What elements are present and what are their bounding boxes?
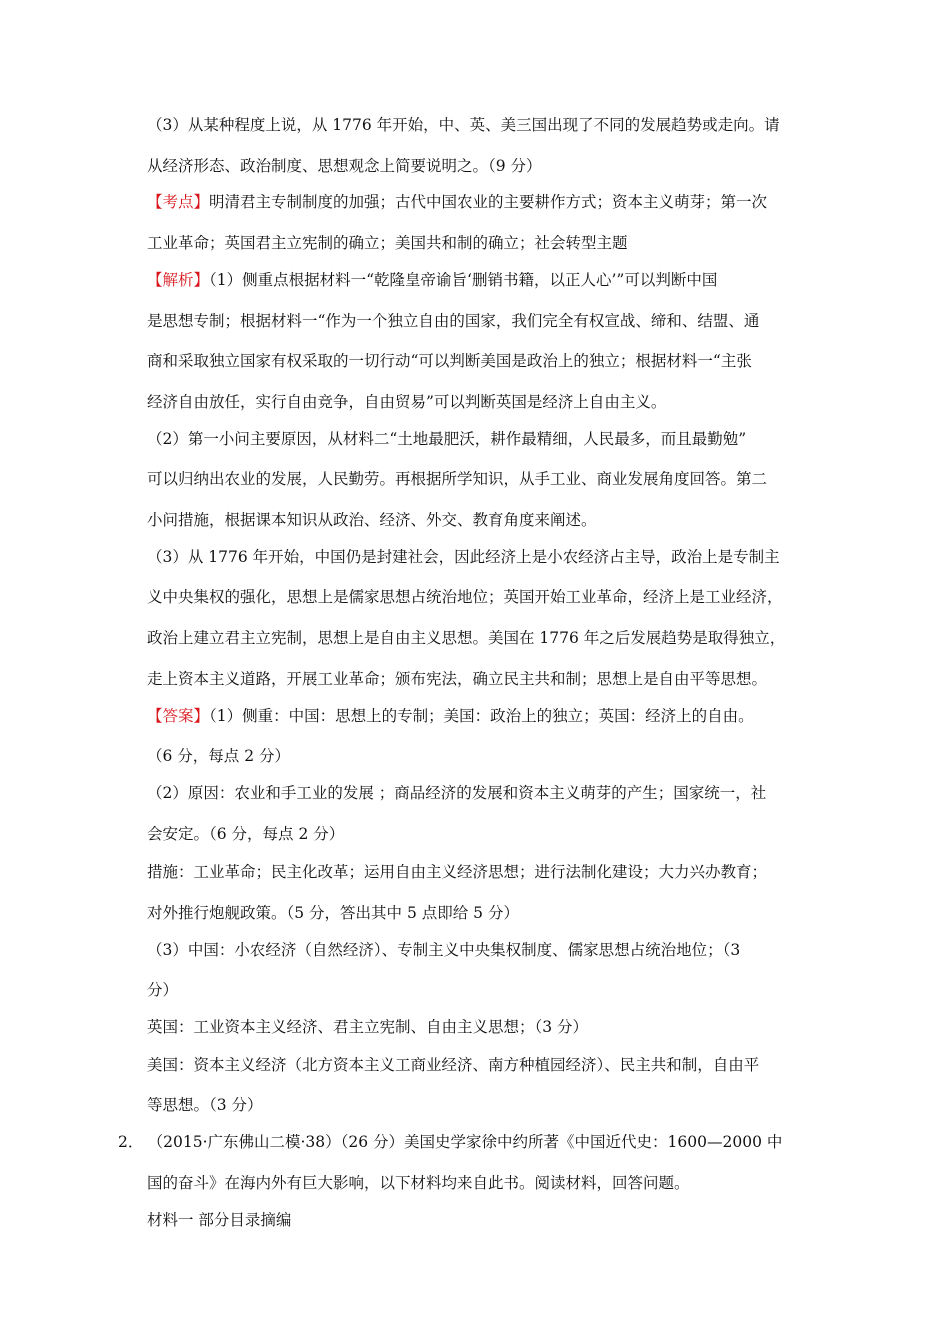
jiexi-p2-line1: （2）第一小问主要原因，从材料二“土地最肥沃，耕作最精细，人民最多，而且最勤勉” [147,430,747,448]
daan-a3-line2: 分） [147,981,179,999]
jiexi-p3-line4: 走上资本主义道路，开展工业革命；颁布宪法，确立民主共和制；思想上是自由平等思想。 [147,670,768,688]
jiexi-p1-line2: 是思想专制；根据材料一“作为一个独立自由的国家，我们完全有权宣战、缔和、结盟、通 [147,312,760,330]
jiexi-p3-line1: （3）从 1776 年开始，中国仍是封建社会，因此经济上是小农经济占主导，政治上是专制主 [147,548,780,566]
q2-material-title: 材料一 部分目录摘编 [147,1211,292,1229]
daan-a2-line1: （2）原因：农业和手工业的发展 ；商品经济的发展和资本主义萌芽的产生；国家统一，社 [147,784,767,802]
daan-a2-line4: 对外推行炮舰政策。（5 分，答出其中 5 点即给 5 分） [147,904,519,922]
jiexi-p2-line2: 可以归纳出农业的发展，人民勤劳。再根据所学知识，从手工业、商业发展角度回答。第二 [147,470,768,488]
jiexi-text: （1）侧重点根据材料一“乾隆皇帝谕旨‘删销书籍，以正人心’”可以判断中国 [209,271,718,289]
kaodian-line1 [147,191,837,213]
daan-a3-line5: 等思想。（3 分） [147,1096,263,1114]
jiexi-p1-line4: 经济自由放任，实行自由竞争，自由贸易”可以判断英国是经济上自由主义。 [147,393,667,411]
daan-tag: 【答案】 [147,707,210,725]
q2-number: 2． [118,1133,144,1151]
daan-a3-line1: （3）中国：小农经济（自然经济）、专制主义中央集权制度、儒家思想占统治地位；（3 [147,941,741,959]
kaodian-line2: 工业革命；英国君主立宪制的确立；美国共和制的确立；社会转型主题 [147,234,628,252]
jiexi-p1-line3: 商和采取独立国家有权采取的一切行动“可以判断美国是政治上的独立；根据材料一“主张 [147,352,752,370]
q2-text: （2015·广东佛山二模·38）（26 分）美国史学家徐中约所著《中国近代史：1600—2000 中 [155,1133,783,1151]
daan-line1 [147,705,837,727]
jiexi-p3-line2: 义中央集权的强化，思想上是儒家思想占统治地位；英国开始工业革命，经济上是工业经济， [147,588,783,606]
kaodian-text: 明清君主专制制度的加强；古代中国农业的主要耕作方式；资本主义萌芽；第一次 [209,193,768,211]
daan-text: （1）侧重：中国：思想上的专制；美国：政治上的独立；英国：经济上的自由。 [209,707,754,725]
q3-prompt-line2: 从经济形态、政治制度、思想观念上简要说明之。（9 分） [147,157,542,175]
q2-line1 [118,1131,838,1153]
jiexi-tag: 【解析】 [147,271,210,289]
daan-a2-line3: 措施：工业革命；民主化改革；运用自由主义经济思想；进行法制化建设；大力兴办教育； [147,863,768,881]
jiexi-p3-line3: 政治上建立君主立宪制，思想上是自由主义思想。美国在 1776 年之后发展趋势是取得独立， [147,629,786,647]
daan-a3-line4: 美国：资本主义经济（北方资本主义工商业经济、南方种植园经济）、民主共和制，自由平 [147,1056,760,1074]
daan-a2-line2: 会安定。（6 分，每点 2 分） [147,825,345,843]
jiexi-line1 [147,269,837,291]
q3-prompt-line1: （3）从某种程度上说，从 1776 年开始，中、英、美三国出现了不同的发展趋势或走向。请 [147,116,780,134]
kaodian-tag: 【考点】 [147,193,210,211]
jiexi-p2-line3: 小问措施，根据课本知识从政治、经济、外交、教育角度来阐述。 [147,511,597,529]
q2-line2: 国的奋斗》在海内外有巨大影响，以下材料均来自此书。阅读材料，回答问题。 [147,1174,690,1192]
daan-a3-line3: 英国：工业资本主义经济、君主立宪制、自由主义思想；（3 分） [147,1018,589,1036]
daan-a1-line2: （6 分，每点 2 分） [147,747,291,765]
